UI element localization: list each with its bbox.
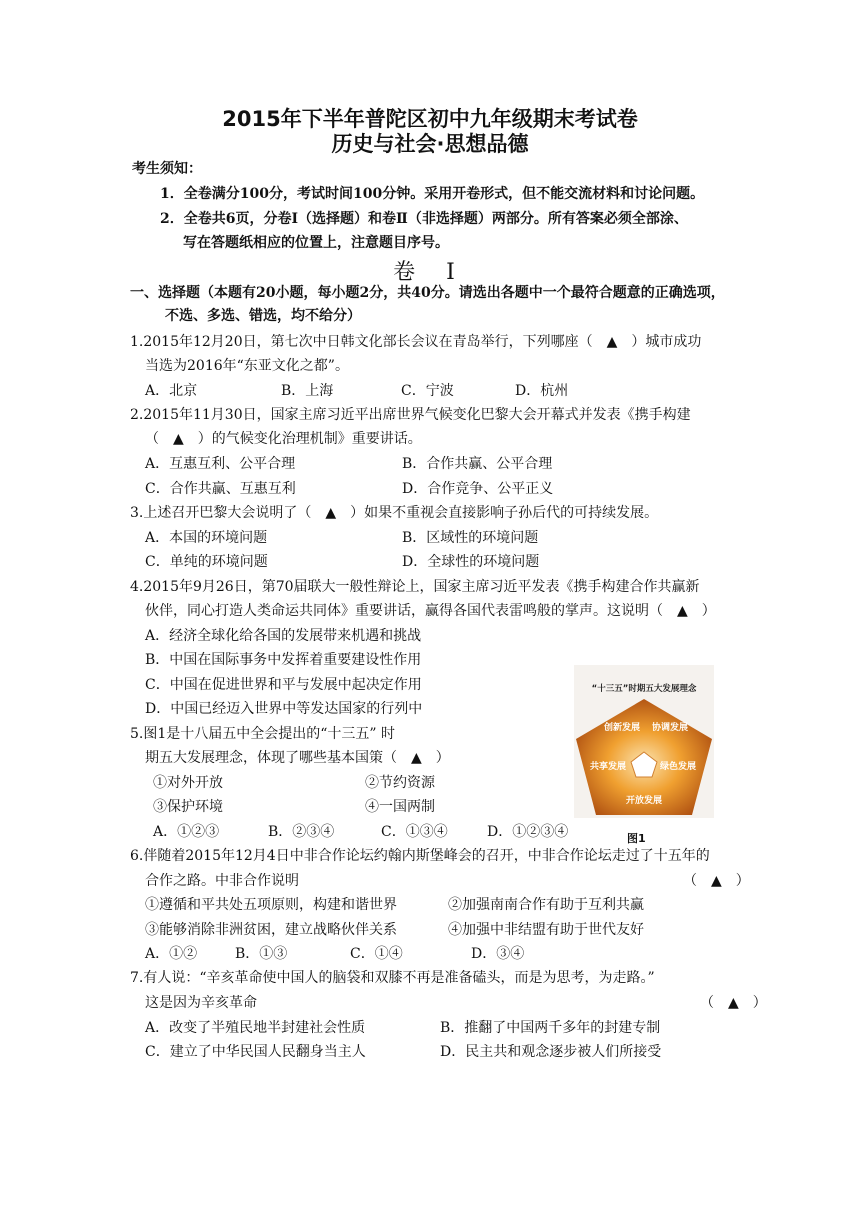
q6-answer-mark: （ ▲ ）	[683, 873, 750, 889]
concept-sharing: 共享发展	[589, 762, 627, 772]
q2-stem-line2: （ ▲ ）的气候变化治理机制》重要讲话。	[145, 431, 422, 447]
q7-option-c: C．建立了中华民国人民翻身当主人	[145, 1044, 366, 1060]
q7-option-a: A．改变了半殖民地半封建社会性质	[145, 1020, 366, 1036]
q3-option-a: A．本国的环境问题	[145, 530, 268, 546]
figure-heading: “十三五”时期五大发展理念	[591, 684, 697, 694]
concept-green: 绿色发展	[659, 762, 697, 772]
q5-item-1: ①对外开放	[153, 775, 223, 791]
q5-stem-line2: 期五大发展理念，体现了哪些基本国策（ ▲ ）	[145, 750, 450, 766]
q1-stem-line2: 当选为2016年“东亚文化之都”。	[145, 358, 349, 374]
q2-stem-line1: 2.2015年11月30日，国家主席习近平出席世界气候变化巴黎大会开幕式并发表《携手构建	[130, 407, 691, 423]
q5-option-b: B．②③④	[268, 824, 335, 840]
q6-item-2: ②加强南南合作有助于互利共赢	[448, 897, 644, 913]
q4-option-b: B．中国在国际事务中发挥着重要建设性作用	[145, 652, 422, 668]
q6-item-3: ③能够消除非洲贫困，建立战略伙伴关系	[145, 922, 397, 938]
concept-opening: 开放发展	[625, 796, 663, 806]
concept-innovation: 创新发展	[603, 723, 641, 733]
q6-option-c: C．①④	[350, 946, 403, 962]
q7-stem-line2: 这是因为辛亥革命	[145, 995, 257, 1011]
q4-option-c: C．中国在促进世界和平与发展中起决定作用	[145, 677, 422, 693]
q5-option-a: A．①②③	[153, 824, 220, 840]
q5-item-2: ②节约资源	[365, 775, 435, 791]
q5-item-3: ③保护环境	[153, 799, 223, 815]
section-header-line2: 不选、多选、错选，均不给分）	[165, 308, 361, 324]
q6-item-1: ①遵循和平共处五项原则，构建和谐世界	[145, 897, 397, 913]
notice-label: 考生须知：	[132, 161, 202, 177]
q5-option-c: C．①③④	[381, 824, 448, 840]
q6-item-4: ④加强中非结盟有助于世代友好	[448, 922, 644, 938]
notice-item-2-line2: 写在答题纸相应的位置上，注意题目序号。	[183, 235, 449, 251]
q1-option-a: A．北京	[145, 383, 198, 399]
q6-option-b: B．①③	[235, 946, 288, 962]
q6-option-d: D．③④	[471, 946, 525, 962]
notice-item-2-line1: 2．全卷共6页，分卷Ⅰ（选择题）和卷Ⅱ（非选择题）两部分。所有答案必须全部涂、	[160, 211, 688, 227]
q1-option-c: C．宁波	[401, 383, 454, 399]
notice-item-1: 1．全卷满分100分，考试时间100分钟。采用开卷形式，但不能交流材料和讨论问题。	[160, 186, 705, 202]
q1-stem-line1: 1.2015年12月20日，第七次中日韩文化部长会议在青岛举行，下列哪座（ ▲ ）城市成功	[130, 334, 702, 350]
q2-option-b: B．合作共赢、公平合理	[402, 456, 553, 472]
q7-option-d: D．民主共和观念逐步被人们所接受	[440, 1044, 662, 1060]
q7-stem-line1: 7.有人说：“辛亥革命使中国人的脑袋和双膝不再是准备磕头，而是为思考，为走路。”	[130, 970, 655, 986]
figure-1	[574, 665, 714, 818]
volume-title: 卷 Ⅰ	[393, 260, 467, 285]
exam-title-line1: 2015年下半年普陀区初中九年级期末考试卷	[222, 107, 638, 131]
q7-option-b: B．推翻了中国两千多年的封建专制	[440, 1020, 661, 1036]
q2-option-c: C．合作共赢、互惠互利	[145, 481, 296, 497]
q2-option-d: D．合作竞争、公平正义	[402, 481, 554, 497]
q3-option-c: C．单纯的环境问题	[145, 554, 268, 570]
q4-stem-line2: 伙伴，同心打造人类命运共同体》重要讲话，赢得各国代表雷鸣般的掌声。这说明（ ▲ ）	[145, 603, 716, 619]
q5-stem-line1: 5.图1是十八届五中全会提出的“十三五” 时	[130, 726, 396, 742]
five-concepts-pentagon	[574, 665, 714, 818]
q5-option-d: D．①②③④	[487, 824, 569, 840]
q4-stem-line1: 4.2015年9月26日，第70届联大一般性辩论上，国家主席习近平发表《携手构建合作共赢新	[130, 579, 700, 595]
section-header-line1: 一、选择题（本题有20小题，每小题2分，共40分。请选出各题中一个最符合题意的正确选项，	[130, 285, 725, 301]
q3-option-b: B．区域性的环境问题	[402, 530, 539, 546]
q4-option-d: D．中国已经迈入世界中等发达国家的行列中	[145, 701, 423, 717]
q5-item-4: ④一国两制	[365, 799, 435, 815]
figure-caption: 图1	[627, 832, 646, 845]
q2-option-a: A．互惠互利、公平合理	[145, 456, 296, 472]
q3-stem: 3.上述召开巴黎大会说明了（ ▲ ）如果不重视会直接影响子孙后代的可持续发展。	[130, 505, 659, 521]
q3-option-d: D．全球性的环境问题	[402, 554, 540, 570]
q6-stem-line1: 6.伴随着2015年12月4日中非合作论坛约翰内斯堡峰会的召开，中非合作论坛走过了十五年的	[130, 848, 710, 864]
exam-title-line2: 历史与社会·思想品德	[331, 132, 529, 156]
q4-option-a: A．经济全球化给各国的发展带来机遇和挑战	[145, 628, 422, 644]
q1-option-d: D．杭州	[515, 383, 569, 399]
concept-coordination: 协调发展	[651, 723, 689, 733]
q1-option-b: B．上海	[281, 383, 334, 399]
q6-option-a: A．①②	[145, 946, 198, 962]
q6-stem-line2: 合作之路。中非合作说明	[145, 873, 299, 889]
q7-answer-mark: （ ▲ ）	[700, 995, 767, 1011]
